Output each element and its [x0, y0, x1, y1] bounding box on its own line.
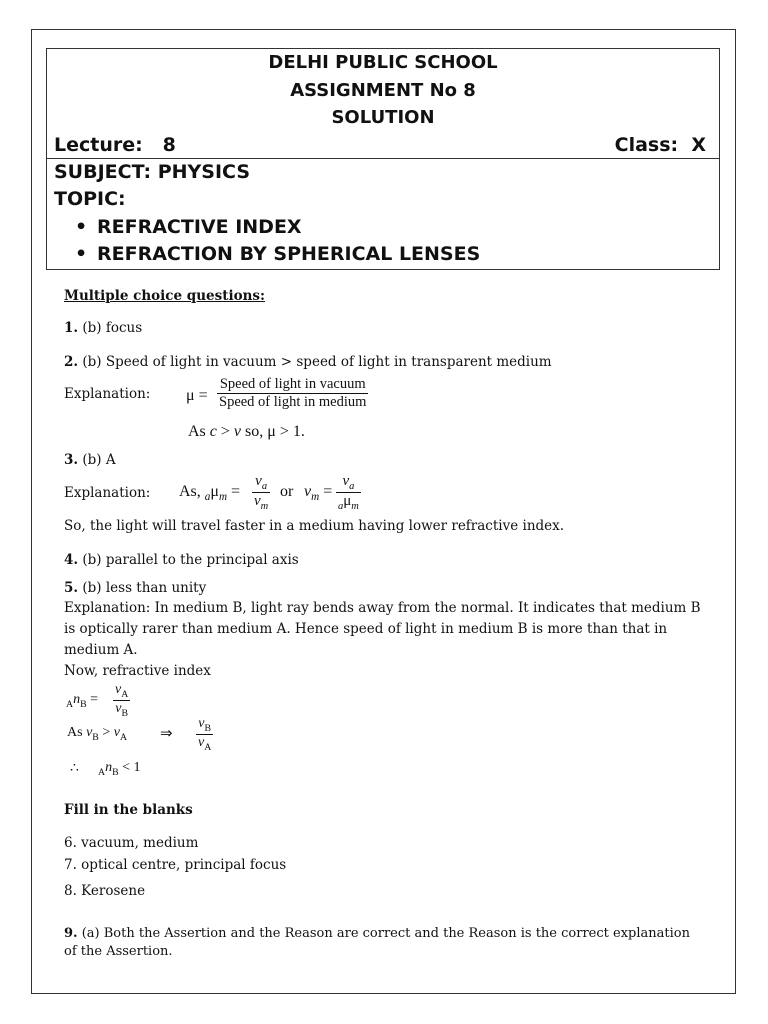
answer-4: 4. (b) parallel to the principal axis — [64, 552, 299, 568]
topic-item: • REFRACTION BY SPHERICAL LENSES — [75, 243, 481, 265]
va-over-vb-fraction: $\frac{v_A}{v_B}$ — [115, 682, 129, 719]
fill-heading: Fill in the blanks — [64, 802, 193, 818]
class-label: Class: X — [614, 134, 706, 156]
anb-less-one: $_An_B < 1$ — [98, 760, 141, 778]
explanation-line: Explanation: In medium B, light ray bends away from the normal. It indicates that medium B — [64, 600, 701, 616]
answer-5: 5. (b) less than unity — [64, 580, 207, 596]
explanation-label: Explanation: — [64, 386, 151, 402]
answer-3: 3. (b) A — [64, 452, 116, 468]
mu-equals: μ = — [186, 387, 208, 404]
header-top — [47, 49, 719, 159]
school-name: DELHI PUBLIC SCHOOL — [268, 52, 498, 73]
header-bottom — [47, 159, 719, 269]
assignment-title: ASSIGNMENT No 8 — [290, 80, 476, 101]
vb-greater-va: As $v_B > v_A$ — [67, 725, 128, 743]
vb-over-va-fraction: $\frac{v_B}{v_A}$ — [198, 716, 212, 753]
answer-2: 2. (b) Speed of light in vacuum > speed of light in transparent medium — [64, 354, 552, 370]
subject-label: SUBJECT: PHYSICS — [54, 161, 251, 183]
mcq-heading: Multiple choice questions: — [64, 288, 265, 304]
explanation-label: Explanation: — [64, 485, 151, 501]
header-box — [46, 48, 720, 270]
explanation-line: is optically rarer than medium A. Hence speed of light in medium B is more than that in — [64, 621, 668, 637]
va-over-vm-fraction: $\frac{v_a}{v_m}$ — [254, 473, 269, 512]
solution-title: SOLUTION — [331, 107, 435, 128]
va-over-mu-fraction: $v_a$ $_a\mu_m$ — [338, 473, 359, 512]
fill-answer: 7. optical centre, principal focus — [64, 857, 287, 873]
topic-label: TOPIC: — [54, 188, 126, 210]
refractive-index-formula: As, $_a\mu_m$ = — [179, 483, 241, 504]
explanation-line: medium A. — [64, 642, 138, 658]
answer-9-cont: of the Assertion. — [64, 944, 173, 959]
topic-item: • REFRACTIVE INDEX — [75, 216, 302, 238]
anb-equals: $_An_B$ = — [66, 692, 99, 710]
answer-9: 9. (a) Both the Assertion and the Reason are correct and the Reason is the correct explanation — [64, 926, 690, 941]
fill-answer: 8. Kerosene — [64, 883, 146, 899]
q3-conclusion: So, the light will travel faster in a medium having lower refractive index. — [64, 518, 565, 534]
or-label: or — [280, 483, 294, 500]
vm-equals: $v_m$ = — [304, 483, 333, 504]
refractive-index-line: Now, refractive index — [64, 663, 211, 679]
mu-conclusion: As c > v so, μ > 1. — [188, 423, 305, 440]
therefore-symbol: ∴ — [70, 761, 79, 776]
implies-symbol: ⇒ — [160, 726, 173, 742]
fill-answer: 6. vacuum, medium — [64, 835, 199, 851]
lecture-label: Lecture: 8 — [54, 134, 176, 156]
speed-ratio-fraction: Speed of light in vacuum Speed of light in medium — [219, 376, 367, 410]
answer-1: 1. (b) focus — [64, 320, 143, 336]
